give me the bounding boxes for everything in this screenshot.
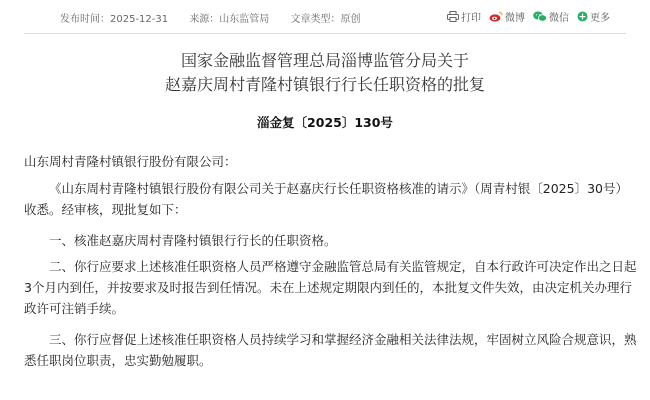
publish-time: 发布时间：2025-12-31: [60, 14, 169, 25]
document-number: 淄金复〔2025〕130号: [257, 115, 393, 130]
source: 来源：山东监管局: [189, 14, 270, 25]
weibo-share-button[interactable]: [489, 9, 525, 24]
weibo-icon: [489, 11, 503, 22]
approval-item-2: 二、你行应要求上述核准任职资格人员严格遵守金融监管总局有关监管规定，自本行政许可决定作出之日起3个月内到任，并按要求及时报告到任情况。未在上述规定期限内到任的，本批复文件失效，由决定机关办理行政许可注销手续。: [24, 259, 637, 316]
document-title-line1: 国家金融监督管理总局淄博监管分局关于: [180, 51, 469, 70]
wechat-icon: [533, 11, 547, 22]
article-type: 文章类型：原创: [290, 14, 361, 25]
recipient-line: 山东周村青隆村镇银行股份有限公司：: [24, 154, 237, 169]
article-meta-bar: [0, 0, 650, 34]
wechat-share-button[interactable]: [533, 9, 569, 24]
print-label: 打印: [461, 13, 481, 24]
header-divider: [24, 33, 626, 34]
more-share-button[interactable]: [577, 9, 610, 24]
weibo-label: 微博: [505, 13, 525, 24]
approval-item-1: 一、核准赵嘉庆周村青隆村镇银行行长的任职资格。: [49, 233, 337, 248]
article-meta: [60, 10, 379, 25]
document-title-line2: 赵嘉庆周村青隆村镇银行行长任职资格的批复: [164, 75, 485, 94]
print-button[interactable]: [447, 9, 481, 24]
more-icon: [577, 11, 588, 22]
more-label: 更多: [590, 13, 610, 24]
wechat-label: 微信: [549, 13, 569, 24]
share-toolbar: [439, 9, 610, 24]
intro-paragraph: 《山东周村青隆村镇银行股份有限公司关于赵嘉庆行长任职资格核准的请示》（周青村银〔2025〕30号）收悉。经审核，现批复如下：: [24, 181, 628, 217]
approval-item-3: 三、你行应督促上述核准任职资格人员持续学习和掌握经济金融相关法律法规，牢固树立风险合规意识，熟悉任职岗位职责，忠实勤勉履职。: [24, 332, 637, 368]
printer-icon: [447, 11, 459, 22]
